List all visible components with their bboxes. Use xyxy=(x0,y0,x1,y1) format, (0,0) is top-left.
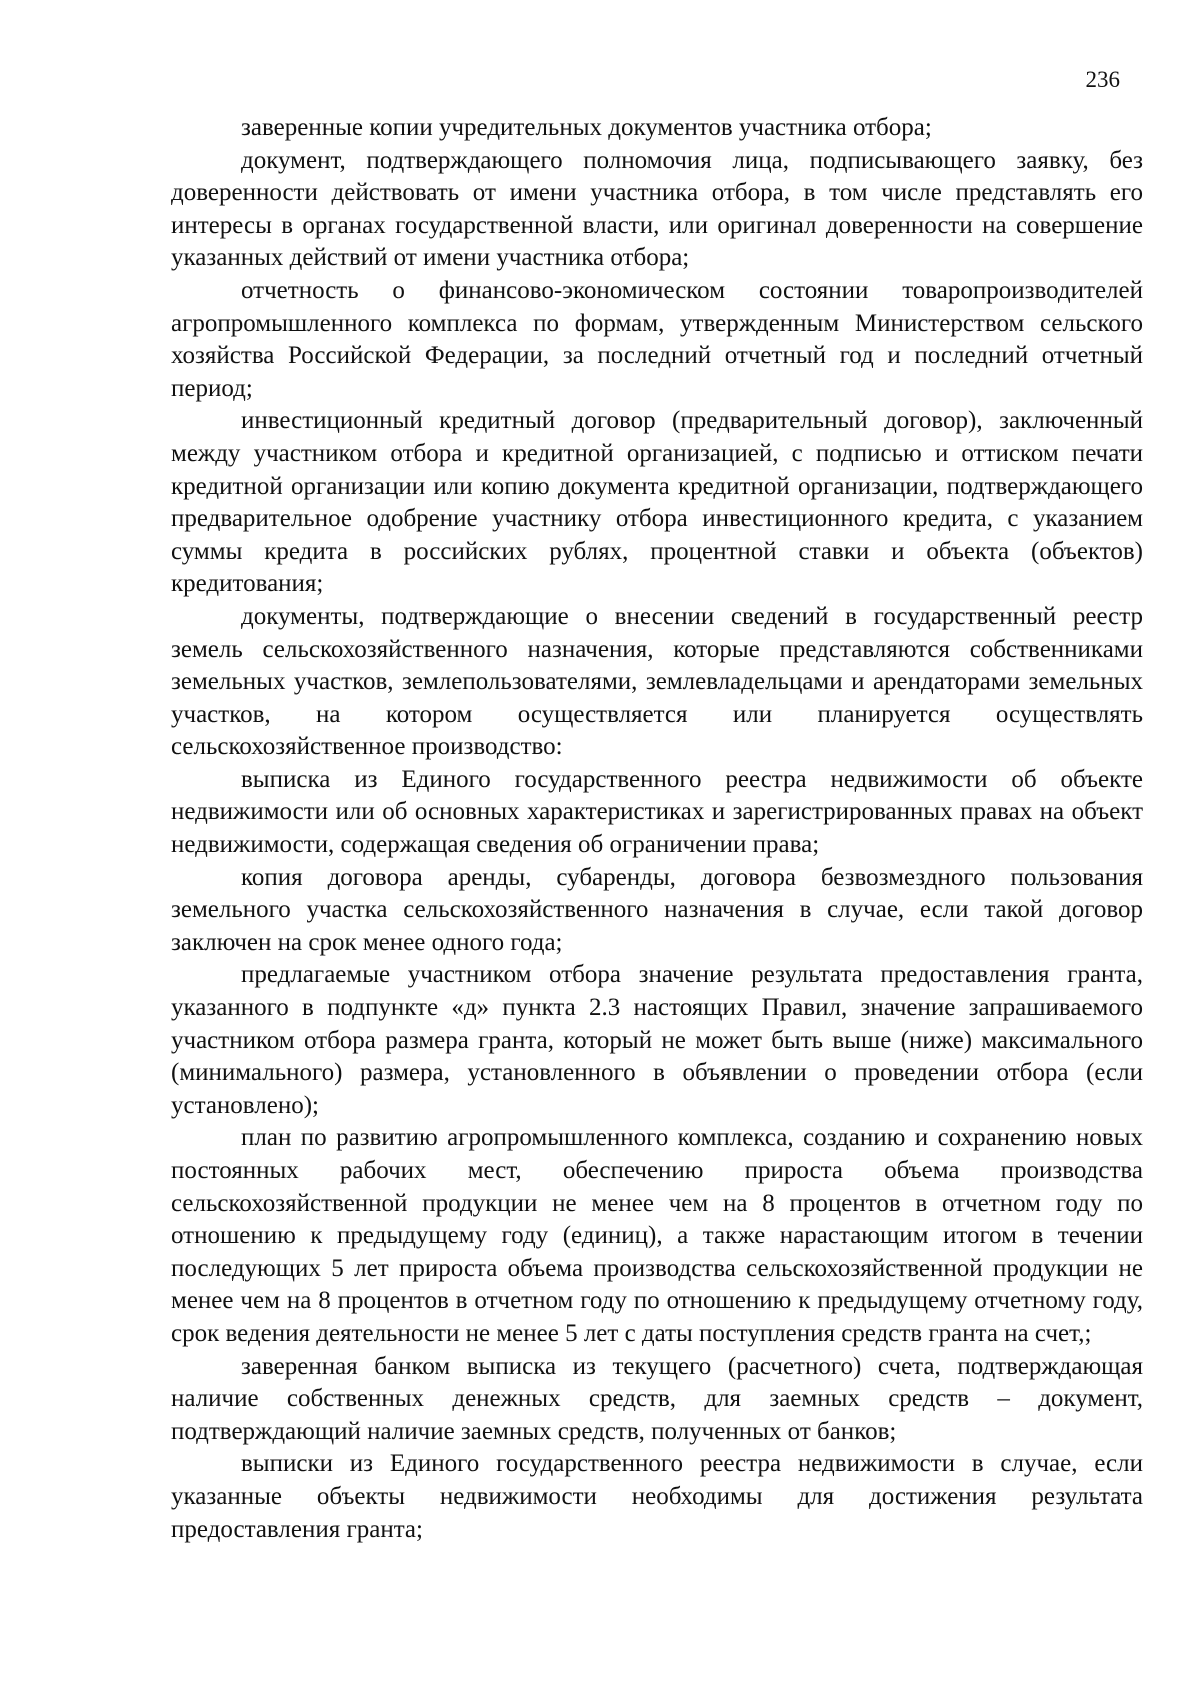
document-body xyxy=(171,112,1143,1546)
paragraph-bank-statement: заверенная банком выписка из текущего (расчетного) счета, подтверждающая наличие собственных денежных средств, для заемных средств – документ, подтверждающий наличие заемных средств, полученных от банков; xyxy=(171,1352,1143,1445)
paragraph-registry-extracts-property: выписки из Единого государственного реестра недвижимости в случае, если указанные объекты недвижимости необходимы для достижения результата предоставления гранта; xyxy=(171,1450,1143,1543)
paragraph-certified-copies: заверенные копии учредительных документов участника отбора; xyxy=(241,114,932,141)
paragraph-land-registry-documents: документы, подтверждающие о внесении сведений в государственный реестр земель сельскохозяйственного назначения, которые представляются собственниками земельных участков, землепользователями, землевладельцами и арендаторами земельных участков, на котором осуществляется или планируется осуществлять сельскохозяйственное производство: xyxy=(171,602,1143,761)
paragraph-grant-result-value: предлагаемые участником отбора значение результата предоставления гранта, указанного в подпункте «д» пункта 2.3 настоящих Правил, значение запрашиваемого участником отбора размера гранта, который не может быть выше (ниже) максимального (минимального) размера, установленного в объявлении о проведении отбора (если установлено); xyxy=(171,961,1143,1119)
paragraph-development-plan: план по развитию агропромышленного комплекса, созданию и сохранению новых постоянных рабочих мест, обеспечению прироста объема производства сельскохозяйственной продукции не менее чем на 8 процентов в отчетном году по отношению к предыдущему году (единиц), а также нарастающим итогом в течении последующих 5 лет прироста объема производства сельскохозяйственной продукции не менее чем на 8 процентов в отчетном году по отношению к предыдущему отчетному году, срок ведения деятельности не менее 5 лет с даты поступления средств гранта на счет,; xyxy=(171,1124,1143,1347)
paragraph-registry-extract: выписка из Единого государственного реестра недвижимости об объекте недвижимости или об основных характеристиках и зарегистрированных правах на объект недвижимости, содержащая сведения об ограничении права; xyxy=(171,765,1143,859)
page-number: 236 xyxy=(1085,67,1120,92)
paragraph-financial-reporting: отчетность о финансово-экономическом состоянии товаропроизводителей агропромышленного комплекса по формам, утвержденным Министерством сельского хозяйства Российской Федерации, за последний отчетный год и последний отчетный период; xyxy=(171,276,1143,402)
paragraph-credit-agreement: инвестиционный кредитный договор (предварительный договор), заключенный между участником отбора и кредитной организацией, с подписью и оттиском печати кредитной организации или копию документа кредитной организации, подтверждающего предварительное одобрение участнику отбора инвестиционного кредита, с указанием суммы кредита в российских рублях, процентной ставки и объекта (объектов) кредитования; xyxy=(171,407,1143,598)
paragraph-lease-copy: копия договора аренды, субаренды, договора безвозмездного пользования земельного участка сельскохозяйственного назначения в случае, если такой договор заключен на срок менее одного года; xyxy=(171,863,1143,956)
paragraph-authority-document: документ, подтверждающего полномочия лица, подписывающего заявку, без доверенности действовать от имени участника отбора, в том числе представлять его интересы в органах государственной власти, или оригинал доверенности на совершение указанных действий от имени участника отбора; xyxy=(171,146,1143,272)
